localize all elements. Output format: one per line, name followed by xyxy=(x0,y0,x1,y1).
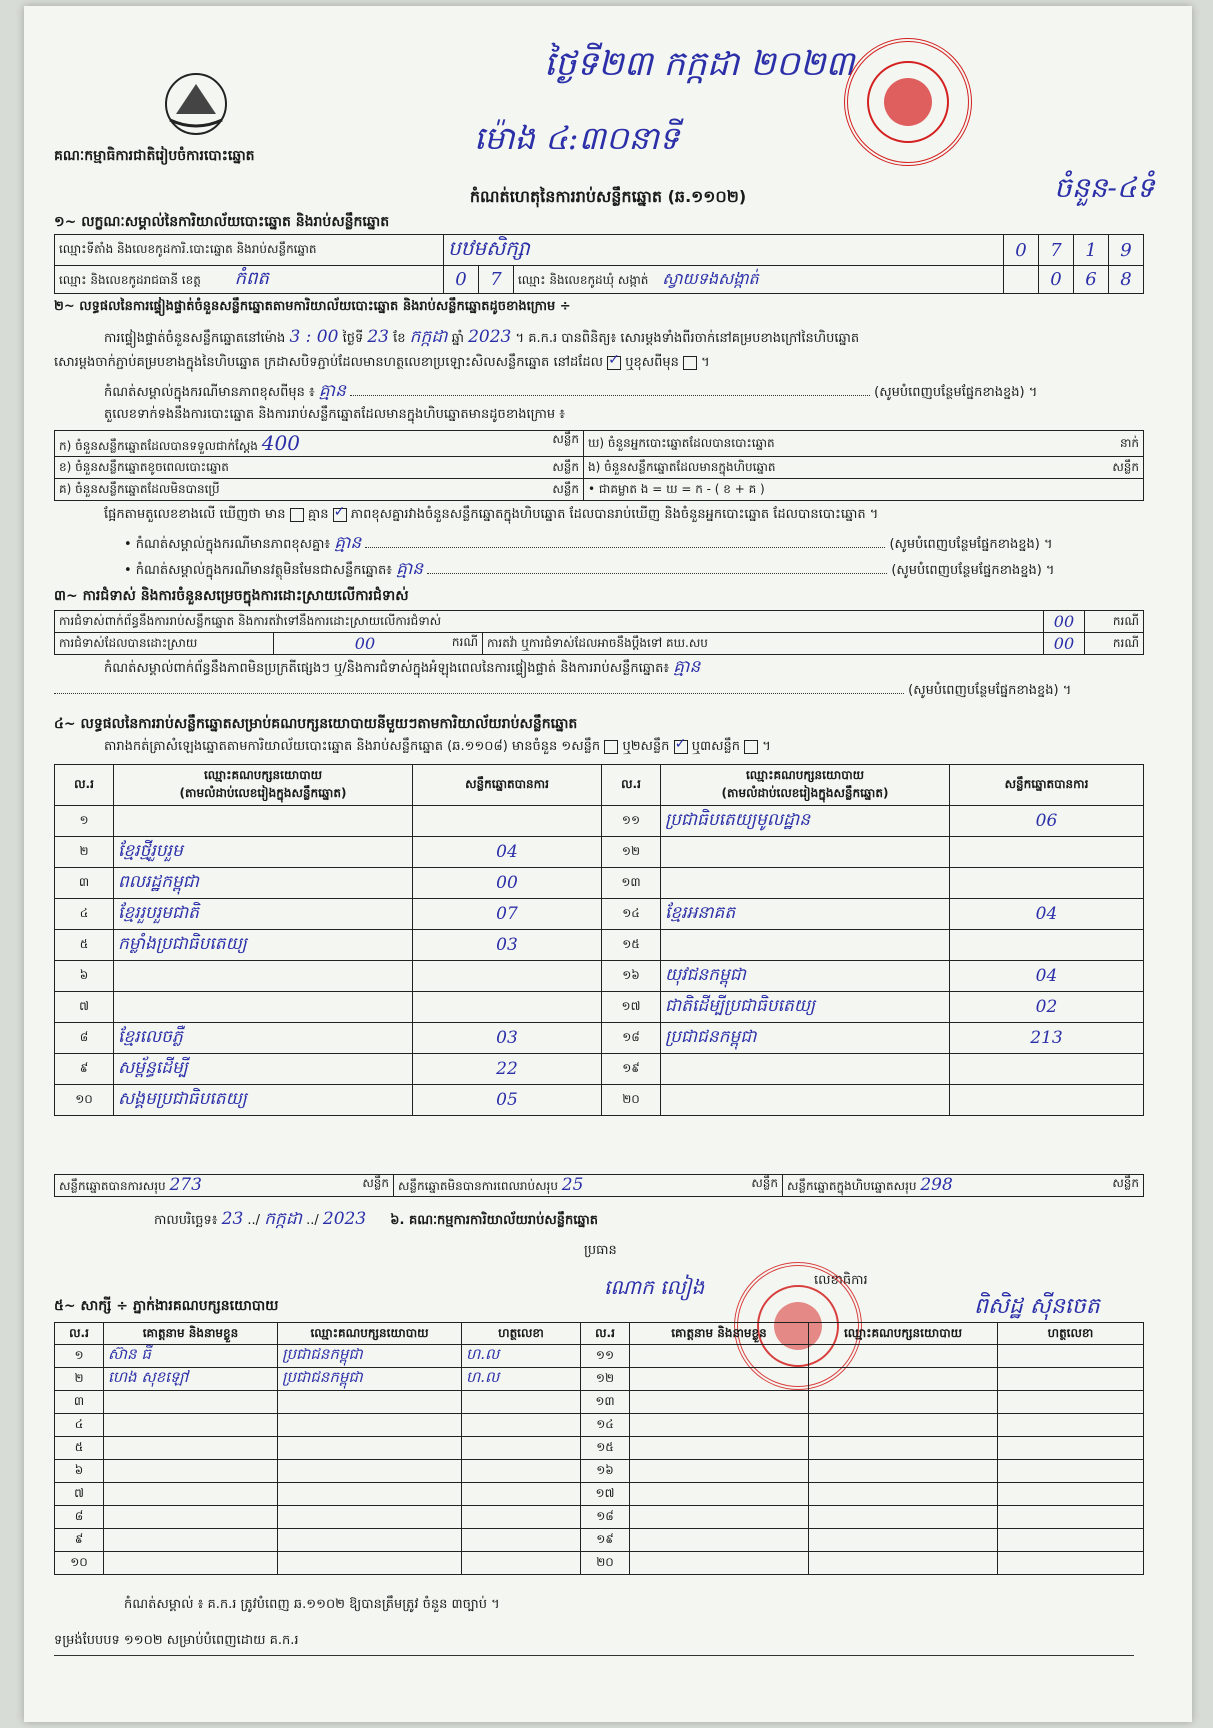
witness-name xyxy=(630,1506,809,1529)
party-name: សម្ព័ន្ធដើម្បី xyxy=(114,1054,413,1085)
party-name: កម្លាំងប្រជាធិបតេយ្យ xyxy=(114,930,413,961)
witness-number: ១ xyxy=(55,1345,104,1368)
results-table: ល.រ ឈ្មោះគណបក្សនយោបាយ (តាមលំដាប់លេខរៀងក្នុងសន្លឹកឆ្នោត) សន្លឹកឆ្នោតបានការ ល.រ ឈ្មោះគណបក្សនយោបាយ (តាមលំដាប់លេខរៀងក្នុងសន្លឹកឆ្នោត) សន្លឹកឆ្នោតបានការ ១ ១១ ប្រជាធិបតេយ្យមូលដ្ឋាន 06 ២ ខ្មែរថ្មីរួបរួម 04 ១២ ៣ ពលរដ្ឋកម្ពុជា 00 ១៣ ៤ ខ្មែររួបរួមជាតិ 07 ១៤ ខ្មែរអនាគត 04 ៥ កម្លាំងប្រជាធិបតេយ្យ 03 ១៥ ៦ ១៦ យុវជនកម្ពុជា 04 ៧ ១៧ ជាតិដើម្បីប្រជាធិបតេយ្យ 02 ៨ ខ្មែរលេចភ្លឺ 03 ១៨ ប្រជាជនកម្ពុជា 213 ៩ សម្ព័ន្ធដើម្បី 22 ១៩ ១០ សង្គមប្រជាធិបតេយ្យ 05 ២០ xyxy=(54,764,1144,1116)
witness-signature xyxy=(998,1391,1144,1414)
tally-sheets-line: តារាងកត់ត្រាសំឡេងឆ្នោតតាមការិយាល័យបោះឆ្នោត និងរាប់សន្លឹកឆ្នោត (ឆ.១១០៨) មានចំនួន ១សន្លឹក ឬ២សន្លឹក ✓ ឬ៣សន្លឹក ។ xyxy=(104,738,771,757)
party-number: ៤ xyxy=(55,899,114,930)
section3-title: ៣~ ការជំទាស់ និងការចំនួនសម្រេចក្នុងការដោះស្រាយលើការជំទាស់ xyxy=(54,588,409,604)
irregularity-line2: (សូមបំពេញបន្ថែមផ្នែកខាងខ្នង) ។ xyxy=(54,682,1144,701)
witness-signature xyxy=(462,1437,581,1460)
bullet1-line: • កំណត់សម្គាល់ក្នុងករណីមានភាពខុសគ្នា៖ គ្មាន (សូមបំពេញបន្ថែមផ្នែកខាងខ្នង) ។ xyxy=(124,533,1053,553)
party-number: ១៣ xyxy=(602,868,661,899)
has-difference-checkbox[interactable] xyxy=(290,508,304,522)
witness-name xyxy=(104,1529,278,1552)
total-invalid-value: 25 xyxy=(561,1175,584,1195)
witness-signature xyxy=(998,1345,1144,1368)
two-sheets-checkbox[interactable] xyxy=(674,740,688,754)
bullet2-line: • កំណត់សម្គាល់ក្នុងករណីមានវត្ថុមិនមែនជាសន្លឹកឆ្នោត៖ គ្មាន (សូមបំពេញបន្ថែមផ្នែកខាងខ្នង) ។ xyxy=(124,559,1055,579)
party-number: ៩ xyxy=(55,1054,114,1085)
table-row xyxy=(55,1506,1144,1529)
witness-name xyxy=(630,1529,809,1552)
witness-number: ៣ xyxy=(55,1391,104,1414)
witness-party xyxy=(278,1414,462,1437)
code-digit: 6 xyxy=(1074,266,1109,294)
witness-number: ៧ xyxy=(55,1483,104,1506)
three-sheets-checkbox[interactable] xyxy=(744,740,758,754)
table-row xyxy=(55,1437,1144,1460)
code-digit: 8 xyxy=(1109,266,1144,294)
changed-checkbox[interactable] xyxy=(683,356,697,370)
official-stamp-icon xyxy=(844,38,972,166)
witness-party xyxy=(278,1391,462,1414)
party-votes xyxy=(413,992,602,1023)
witness-signature xyxy=(462,1506,581,1529)
party-number: ៦ xyxy=(55,961,114,992)
form-footer: ទម្រង់បែបបទ ១១០២ សម្រាប់បំពេញដោយ គ.ក.រ xyxy=(54,1632,1134,1656)
formula: • ជាគម្លាត ង = ឃ = ក - ( ខ + គ ) xyxy=(584,479,1144,501)
code-digit: 1 xyxy=(1074,235,1109,266)
party-name: ខ្មែរលេចភ្លឺ xyxy=(114,1023,413,1054)
figures-table: ក) ចំនួនសន្លឹកឆ្នោតដែលបានទទួលជាក់ស្តែង 400 សន្លឹក ឃ) ចំនួនអ្នកបោះឆ្នោតដែលបានបោះឆ្នោត នាក់ ខ) ចំនួនសន្លឹកឆ្នោតខូចពេលបោះឆ្នោត សន្លឹក ង) ចំនួនសន្លឹកឆ្នោតដែលមានក្នុងហិបឆ្នោត សន្លឹក គ) ចំនួនសន្លឹកឆ្នោតដែលមិនបានប្រើ សន្លឹក • ជាគម្លាត ង = ឃ = ក - ( ខ + គ ) xyxy=(54,430,1144,501)
table-row xyxy=(55,1054,1144,1085)
witness-number: ១៩ xyxy=(581,1529,630,1552)
witness-signature xyxy=(462,1391,581,1414)
bullet1-value: គ្មាន xyxy=(334,533,362,553)
party-votes xyxy=(950,930,1144,961)
bullet2-value: គ្មាន xyxy=(396,559,424,579)
party-number: ១៩ xyxy=(602,1054,661,1085)
party-name xyxy=(661,1085,950,1116)
witness-signature xyxy=(998,1368,1144,1391)
party-number: ១១ xyxy=(602,806,661,837)
party-name xyxy=(114,992,413,1023)
witness-party xyxy=(809,1414,998,1437)
party-name: ខ្មែររួបរួមជាតិ xyxy=(114,899,413,930)
witness-name xyxy=(630,1483,809,1506)
witness-signature xyxy=(998,1460,1144,1483)
party-number: ៣ xyxy=(55,868,114,899)
party-number: ១៦ xyxy=(602,961,661,992)
party-name xyxy=(114,806,413,837)
party-name: សង្គមប្រជាធិបតេយ្យ xyxy=(114,1085,413,1116)
ballot-count-form xyxy=(24,6,1192,1722)
witness-party xyxy=(809,1460,998,1483)
table-row xyxy=(55,1460,1144,1483)
witness-party xyxy=(278,1529,462,1552)
code-digit: 0 xyxy=(1039,266,1074,294)
sign-year: 2023 xyxy=(322,1209,367,1229)
complaints-label: ការជំទាស់ពាក់ព័ន្ធនឹងការរាប់សន្លឹកឆ្នោត និងការតវ៉ាទៅនឹងការដោះស្រាយលើការជំទាស់ xyxy=(55,611,1044,633)
witness-party xyxy=(809,1529,998,1552)
witness-party xyxy=(278,1552,462,1575)
table-row xyxy=(55,868,1144,899)
resolved-label: ការជំទាស់ដែលបានដោះស្រាយ xyxy=(55,633,274,655)
table-row xyxy=(55,1368,1144,1391)
code-digit: 7 xyxy=(1039,235,1074,266)
commune-label: ឈ្មោះ និងលេខកូដឃុំ សង្កាត់ xyxy=(518,272,649,287)
witness-party xyxy=(278,1437,462,1460)
witness-party xyxy=(809,1483,998,1506)
party-number: ១៤ xyxy=(602,899,661,930)
party-votes: 05 xyxy=(413,1085,602,1116)
resolved-value: 00 ករណី xyxy=(274,633,483,655)
party-votes: 04 xyxy=(413,837,602,868)
party-votes: 04 xyxy=(950,899,1144,930)
witness-signature xyxy=(998,1506,1144,1529)
witness-party: ប្រជាជនកម្ពុជា xyxy=(278,1368,462,1391)
party-votes xyxy=(950,1085,1144,1116)
province-value: កំពត xyxy=(234,268,269,289)
witness-signature xyxy=(462,1483,581,1506)
party-number: ១២ xyxy=(602,837,661,868)
received-ballots-value: 400 xyxy=(261,431,300,455)
witness-signature xyxy=(998,1529,1144,1552)
chair-label: ប្រធាន xyxy=(584,1243,617,1258)
witness-party xyxy=(809,1345,998,1368)
witness-signature: ហ.ល xyxy=(462,1368,581,1391)
witness-signature xyxy=(462,1414,581,1437)
party-number: ៧ xyxy=(55,992,114,1023)
secretary-signature: ពិសិដ្ឋ ស៊ីនចេត xyxy=(974,1294,1100,1319)
witness-name xyxy=(104,1460,278,1483)
party-number: ១៧ xyxy=(602,992,661,1023)
party-votes xyxy=(413,806,602,837)
party-name xyxy=(114,961,413,992)
witness-signature xyxy=(462,1529,581,1552)
witness-number: ៩ xyxy=(55,1529,104,1552)
table-row xyxy=(55,930,1144,961)
totals-table: សន្លឹកឆ្នោតបានការសរុប 273 សន្លឹក សន្លឹកឆ្នោតមិនបានការពេលរាប់សរុប 25 សន្លឹក សន្លឹកឆ្នោតក្នុងហិបឆ្នោតសរុប 298 សន្លឹក xyxy=(54,1174,1144,1197)
sign-month: កក្កដា xyxy=(264,1209,302,1229)
witness-name xyxy=(630,1437,809,1460)
party-number: ៨ xyxy=(55,1023,114,1054)
witness-signature xyxy=(462,1552,581,1575)
total-valid-value: 273 xyxy=(169,1175,202,1195)
witness-party xyxy=(809,1506,998,1529)
witness-number: ៨ xyxy=(55,1506,104,1529)
table-row xyxy=(55,1529,1144,1552)
party-votes: 03 xyxy=(413,1023,602,1054)
party-name xyxy=(661,868,950,899)
party-votes: 06 xyxy=(950,806,1144,837)
party-number: ១៥ xyxy=(602,930,661,961)
witness-number: ១២ xyxy=(581,1368,630,1391)
witness-name xyxy=(104,1437,278,1460)
witness-name xyxy=(104,1391,278,1414)
witness-number: ១៦ xyxy=(581,1460,630,1483)
note1-line: កំណត់សម្គាល់ក្នុងករណីមានភាពខុសពីមុន ៖ គ្មាន (សូមបំពេញបន្ថែមផ្នែកខាងខ្នង) ។ xyxy=(104,381,1038,401)
witness-party xyxy=(809,1552,998,1575)
witness-number: ៤ xyxy=(55,1414,104,1437)
table-row xyxy=(55,806,1144,837)
no-difference-checkbox[interactable] xyxy=(333,508,347,522)
table-row xyxy=(55,837,1144,868)
table-row xyxy=(55,1085,1144,1116)
witness-name xyxy=(630,1391,809,1414)
witness-party xyxy=(278,1483,462,1506)
party-number: ៥ xyxy=(55,930,114,961)
code-digit: 0 xyxy=(444,266,479,294)
year-value: 2023 xyxy=(468,327,512,347)
witness-number: ១៥ xyxy=(581,1437,630,1460)
witness-signature: ហ.ល xyxy=(462,1345,581,1368)
unchanged-checkbox[interactable] xyxy=(607,356,621,370)
chair-signature: ណោក លៀង xyxy=(604,1275,705,1299)
form-title: កំណត់ហេតុនៃការរាប់សន្លឹកឆ្នោត (ឆ.១១០២) xyxy=(469,187,747,206)
party-votes xyxy=(950,837,1144,868)
party-votes: 03 xyxy=(413,930,602,961)
party-number: ១៨ xyxy=(602,1023,661,1054)
one-sheet-checkbox[interactable] xyxy=(604,740,618,754)
party-number: ២ xyxy=(55,837,114,868)
party-votes xyxy=(413,961,602,992)
witness-number: ១១ xyxy=(581,1345,630,1368)
code-digit: 9 xyxy=(1109,235,1144,266)
party-name xyxy=(661,1054,950,1085)
sign-day: 23 xyxy=(221,1209,244,1229)
witness-party: ប្រជាជនកម្ពុជា xyxy=(278,1345,462,1368)
witness-name xyxy=(104,1552,278,1575)
witness-party xyxy=(809,1368,998,1391)
handwritten-date: ថ្ងៃទី២៣ កក្កដា ២០២៣ xyxy=(544,44,855,84)
party-name: ប្រជាជនកម្ពុជា xyxy=(661,1023,950,1054)
table-row xyxy=(55,992,1144,1023)
party-votes: 213 xyxy=(950,1023,1144,1054)
party-number: ២០ xyxy=(602,1085,661,1116)
party-votes: 04 xyxy=(950,961,1144,992)
witness-name xyxy=(630,1368,809,1391)
figures-intro: តួលេខទាក់ទងនឹងការបោះឆ្នោត និងការរាប់សន្លឹកឆ្នោតដែលមានក្នុងហិបឆ្នោតមានដូចខាងក្រោម ៖ xyxy=(104,407,565,422)
table-row xyxy=(55,1023,1144,1054)
party-name: យុវជនកម្ពុជា xyxy=(661,961,950,992)
code-digit: 7 xyxy=(479,266,514,294)
code-digit: 0 xyxy=(1004,235,1039,266)
witness-number: ១៧ xyxy=(581,1483,630,1506)
party-number: ១០ xyxy=(55,1085,114,1116)
location-value: បឋមសិក្សា xyxy=(444,235,1004,266)
handwritten-time: ម៉ោង ៤:៣០នាទី xyxy=(474,119,680,157)
party-votes: 02 xyxy=(950,992,1144,1023)
irregularity-line: កំណត់សម្គាល់ពាក់ព័ន្ធនឹងភាពមិនប្រក្រតីផ្សេងៗ ឬ/និងការជំទាស់ក្នុងអំឡុងពេលនៃការផ្ទៀងផ្ទាត់ និងការរាប់សន្លឹកឆ្នោត៖ គ្មាន xyxy=(104,657,701,677)
commune-value: ស្វាយទងសង្កាត់ xyxy=(662,268,759,288)
table-row xyxy=(55,961,1144,992)
witness-number: ៥ xyxy=(55,1437,104,1460)
footnote: កំណត់សម្គាល់ ៖ គ.ក.រ ត្រូវបំពេញ ឆ.១១០២ ឱ្យបានត្រឹមត្រូវ ចំនួន ៣ច្បាប់ ។ xyxy=(124,1597,500,1612)
witness-number: ១០ xyxy=(55,1552,104,1575)
appeal-value: 00 xyxy=(1043,633,1084,655)
section4-title: ៤~ លទ្ធផលនៃការរាប់សន្លឹកឆ្នោតសម្រាប់គណបក្សនយោបាយនីមួយៗតាមការិយាល័យរាប់សន្លឹកឆ្នោត xyxy=(54,716,578,732)
table-row xyxy=(55,1483,1144,1506)
table-row xyxy=(55,1345,1144,1368)
witness-name xyxy=(630,1345,809,1368)
party-number: ១ xyxy=(55,806,114,837)
witness-name: ស៊ាន ធី xyxy=(104,1345,278,1368)
witness-party xyxy=(809,1437,998,1460)
section5-title: ៥~ សាក្សី ÷ ភ្នាក់ងារគណបក្សនយោបាយ xyxy=(54,1298,279,1314)
witness-name xyxy=(630,1460,809,1483)
secretary-label: លេខាធិការ xyxy=(814,1273,868,1288)
complaints-table: ការជំទាស់ពាក់ព័ន្ធនឹងការរាប់សន្លឹកឆ្នោត និងការតវ៉ាទៅនឹងការដោះស្រាយលើការជំទាស់ 00 ករណី ការជំទាស់ដែលបានដោះស្រាយ 00 ករណី ការតវ៉ា ឬការជំទាស់ដែលអាចនឹងប្តឹងទៅ គឃ.សប 00 ករណី xyxy=(54,610,1144,655)
section1-table xyxy=(54,234,1144,294)
total-box-value: 298 xyxy=(920,1175,953,1195)
witness-signature xyxy=(998,1414,1144,1437)
witness-party xyxy=(278,1506,462,1529)
party-name: ខ្មែរអនាគត xyxy=(661,899,950,930)
org-name: គណៈកម្មាធិការជាតិរៀបចំការបោះឆ្នោត xyxy=(54,148,255,164)
table-row xyxy=(55,1414,1144,1437)
table-row xyxy=(55,1391,1144,1414)
witness-number: ១៣ xyxy=(581,1391,630,1414)
witness-number: ២០ xyxy=(581,1552,630,1575)
witness-name xyxy=(630,1552,809,1575)
witness-table: ល.រ គោត្តនាម និងនាមខ្លួន ឈ្មោះគណបក្សនយោបាយ ហត្ថលេខា ល.រ គោត្តនាម និងនាមខ្លួន ឈ្មោះគណបក្សនយោបាយ ហត្ថលេខា ១ ស៊ាន ធី ប្រជាជនកម្ពុជា ហ.ល ១១ ២ ហេង សុខឡៅ ប្រជាជនកម្ពុជា ហ.ល ១២ ៣ ១៣ ៤ ១៤ ៥ ១៥ ៦ ១៦ ៧ ១៧ ៨ ១៨ ៩ ១៩ ១០ ២០ xyxy=(54,1322,1144,1575)
witness-name: ហេង សុខឡៅ xyxy=(104,1368,278,1391)
handwritten-page-count: ចំនួន-៤ទំ xyxy=(1054,171,1155,204)
location-label: ឈ្មោះទីតាំង និងលេខកូដការិ.បោះឆ្នោត និងរាប់សន្លឹកឆ្នោត xyxy=(55,235,444,266)
party-name xyxy=(661,837,950,868)
complaints-value: 00 xyxy=(1043,611,1084,633)
time-value: 3 : 00 xyxy=(289,327,339,347)
difference-line: ផ្អែកតាមតួលេខខាងលើ ឃើញថា មាន គ្មាន ✓ ភាពខុសគ្នារវាងចំនួនសន្លឹកឆ្នោតក្នុងហិបឆ្នោត ដែលបានរាប់ឃើញ និងចំនួនអ្នកបោះឆ្នោត ដែលបានបោះឆ្នោត ។ xyxy=(104,506,878,525)
witness-signature xyxy=(998,1552,1144,1575)
witness-signature xyxy=(998,1437,1144,1460)
nec-logo-icon xyxy=(156,70,236,138)
witness-number: ៦ xyxy=(55,1460,104,1483)
party-name xyxy=(661,930,950,961)
party-name: ជាតិដើម្បីប្រជាធិបតេយ្យ xyxy=(661,992,950,1023)
party-name: ខ្មែរថ្មីរួបរួម xyxy=(114,837,413,868)
witness-number: ២ xyxy=(55,1368,104,1391)
section2-title: ២~ លទ្ធផលនៃការផ្ទៀងផ្ទាត់ចំនួនសន្លឹកឆ្នោតតាមការិយាល័យបោះឆ្នោត និងរាប់សន្លឹកឆ្នោតដូចខាងក្រោម ÷ xyxy=(54,299,571,314)
witness-signature xyxy=(998,1483,1144,1506)
witness-party xyxy=(809,1391,998,1414)
table-row xyxy=(55,1552,1144,1575)
witness-name xyxy=(104,1506,278,1529)
verification-line: ការផ្ទៀងផ្ទាត់ចំនួនសន្លឹកឆ្នោតនៅម៉ោង 3 : 00 ថ្ងៃទី 23 ខែ កក្កដា ឆ្នាំ 2023 ។ គ.ក.រ បានពិនិត្យ៖ សោរម្តងទាំងពីរចាក់នៅគម្របខាងក្រៅនៃហិបឆ្នោត xyxy=(104,327,860,347)
party-name: ប្រជាធិបតេយ្យមូលដ្ឋាន xyxy=(661,806,950,837)
irregularity-value: គ្មាន xyxy=(673,657,701,677)
party-votes: 00 xyxy=(413,868,602,899)
witness-number: ១៤ xyxy=(581,1414,630,1437)
witness-number: ១៨ xyxy=(581,1506,630,1529)
witness-name xyxy=(104,1483,278,1506)
party-name: ពលរដ្ឋកម្ពុជា xyxy=(114,868,413,899)
witness-name xyxy=(104,1414,278,1437)
witness-name xyxy=(630,1414,809,1437)
party-votes xyxy=(950,1054,1144,1085)
witness-signature xyxy=(462,1460,581,1483)
table-row xyxy=(55,899,1144,930)
section1-title: ១~ លក្ខណៈសម្គាល់នៃការិយាល័យបោះឆ្នោត និងរាប់សន្លឹកឆ្នោត xyxy=(54,214,390,230)
date-line: កាលបរិច្ឆេទ៖ 23 ../ កក្កដា ../ 2023 ៦. គណៈកម្មការការិយាល័យរាប់សន្លឹកឆ្នោត xyxy=(154,1209,598,1229)
appeal-label: ការតវ៉ា ឬការជំទាស់ដែលអាចនឹងប្តឹងទៅ គឃ.សប xyxy=(483,633,1044,655)
witness-party xyxy=(278,1460,462,1483)
party-votes xyxy=(950,868,1144,899)
day-value: 23 xyxy=(367,327,389,347)
note1-value: គ្មាន xyxy=(318,381,346,401)
month-value: កក្កដា xyxy=(409,327,448,347)
seal-check-line: សោរម្តងចាក់ភ្ជាប់គម្របខាងក្នុងនៃហិបឆ្នោត ក្រដាសបិទភ្ជាប់ដែលមានហត្ថលេខាប្រឡោះសិលសន្លឹកឆ្នោត នៅដដែល ✓ ឬខុសពីមុន ។ xyxy=(54,354,710,373)
party-votes: 22 xyxy=(413,1054,602,1085)
province-label: ឈ្មោះ និងលេខកូដរាជធានី ខេត្ត xyxy=(59,273,201,287)
party-votes: 07 xyxy=(413,899,602,930)
